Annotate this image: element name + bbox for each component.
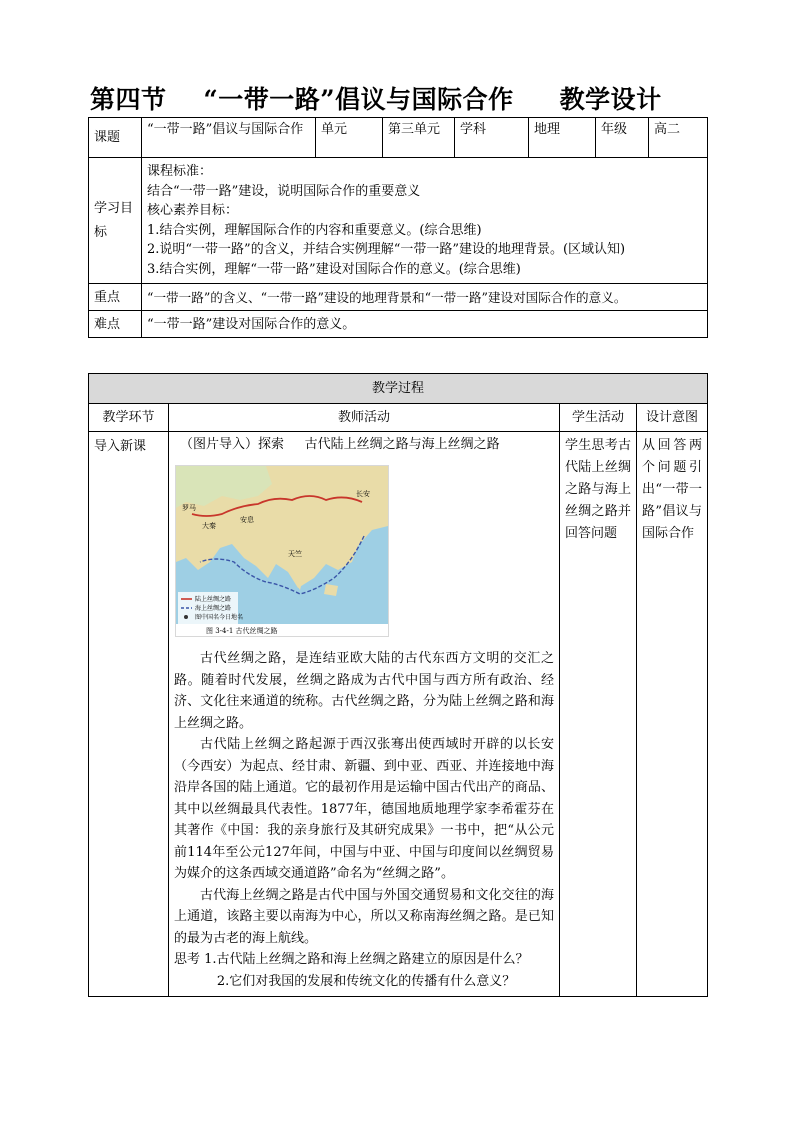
paragraph: 古代丝绸之路，是连结亚欧大陆的古代东西方文明的交汇之路。随着时代发展，丝绸之路成为古代中国与西方所有政治、经济、文化往来通道的统称。古代丝绸之路，分为陆上丝绸之路和海上丝绸之路。 — [174, 651, 554, 731]
key-points-text: “一带一路”的含义、“一带一路”建设的地理背景和“一带一路”建设对国际合作的意义。 — [142, 284, 708, 311]
col-stage-header: 教学环节 — [89, 404, 169, 432]
teacher-activity-cell — [169, 432, 560, 997]
silk-road-map — [175, 465, 389, 637]
student-activity-cell: 学生思考古代陆上丝绸之路与海上丝绸之路并回答问题 — [560, 432, 637, 997]
process-table — [88, 373, 708, 997]
unit-value: 第三单元 — [383, 118, 455, 158]
goal-line: 结合“一带一路”建设，说明国际合作的重要意义 — [147, 183, 421, 199]
col-design-header: 设计意图 — [637, 404, 708, 432]
goal-line: 2.说明“一带一路”的含义，并结合实例理解“一带一路”建设的地理背景。(区域认知) — [147, 242, 626, 257]
map-label-anxi: 安息 — [240, 516, 254, 524]
paragraph: 古代海上丝绸之路是古代中国与外国交通贸易和文化交往的海上通道，该路主要以南海为中心，所以又称南海丝绸之路。是已知的最为古老的海上航线。 — [174, 887, 554, 946]
think-question-1: 思考 1.古代陆上丝绸之路和海上丝绸之路建立的原因是什么？ — [174, 952, 529, 967]
grade-label: 年级 — [596, 118, 649, 158]
subject-value: 地理 — [529, 118, 596, 158]
paragraph: 古代陆上丝绸之路起源于西汉张骞出使西域时开辟的以长安（今西安）为起点、经甘肃、新疆、到中亚、西亚、并连接地中海沿岸各国的陆上通道。它的最初作用是运输中国古代出产的商品、其中以丝绸最具代表性。1877年，德国地质地理学家李希霍芬在其著作《中国：我的亲身旅行及其研究成果》一书中，把“从公元前114年至公元127年间，中国与中亚、中国与印度间以丝绸贸易为媒介的这条西域交通道路”命名为“丝绸之路”。 — [174, 737, 554, 881]
map-caption: 图 3-4-1 古代丝绸之路 — [206, 627, 278, 635]
goals-content — [142, 158, 708, 284]
map-label-daqin: 大秦 — [202, 522, 216, 530]
topic-label: 课题 — [89, 118, 142, 158]
map-label-changan: 长安 — [356, 490, 370, 498]
legend-place-label: 图中国名今日地名 — [195, 614, 244, 621]
goal-line: 1.结合实例，理解国际合作的内容和重要意义。(综合思维) — [147, 222, 482, 238]
map-island — [324, 584, 338, 596]
legend-land-label: 陆上丝绸之路 — [195, 596, 232, 603]
map-label-rome: 罗马 — [182, 504, 196, 512]
design-intent-cell: 从回答两个问题引出“一带一路”倡议与国际合作 — [637, 432, 708, 997]
goal-line: 课程标准： — [147, 164, 213, 179]
lesson-info-table — [88, 117, 708, 338]
difficulties-label: 难点 — [89, 311, 142, 338]
col-student-header: 学生活动 — [560, 404, 637, 432]
goal-line: 核心素养目标： — [147, 203, 239, 218]
goal-line: 3.结合实例，理解“一带一路”建设对国际合作的意义。(综合思维) — [147, 261, 521, 277]
difficulties-text: “一带一路”建设对国际合作的意义。 — [142, 311, 708, 338]
process-heading: 教学过程 — [89, 374, 708, 404]
page-title: 第四节 “一带一路”倡议与国际合作 教学设计 — [90, 85, 662, 114]
intro-line: （图片导入）探索 古代陆上丝绸之路与海上丝绸之路 — [180, 437, 500, 452]
subject-label: 学科 — [455, 118, 529, 158]
topic-value: “一带一路”倡议与国际合作 — [142, 118, 316, 158]
map-label-tianzhu: 天竺 — [288, 550, 302, 558]
legend-place-swatch — [184, 615, 188, 619]
goals-label-text: 学习目标 — [94, 200, 134, 240]
unit-label: 单元 — [316, 118, 383, 158]
stage-cell: 导入新课 — [89, 432, 169, 997]
key-points-label: 重点 — [89, 284, 142, 311]
think-question-2: 2.它们对我国的发展和传统文化的传播有什么意义？ — [216, 973, 516, 989]
goals-label — [89, 158, 142, 284]
grade-value: 高二 — [649, 118, 708, 158]
legend-sea-label: 海上丝绸之路 — [195, 605, 232, 612]
col-teacher-header: 教师活动 — [169, 404, 560, 432]
